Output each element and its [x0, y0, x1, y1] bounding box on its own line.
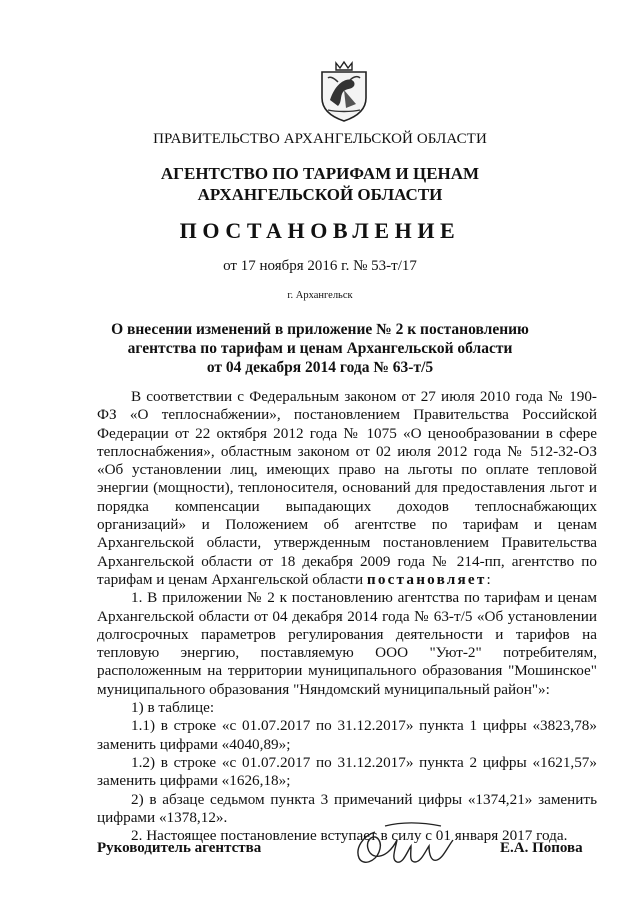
- subject-line3: от 04 декабря 2014 года № 63-т/5: [206, 359, 434, 376]
- decree-colon: :: [486, 570, 491, 588]
- preamble-paragraph: [97, 388, 597, 589]
- document-date-number: от 17 ноября 2016 г. № 53-т/17: [223, 258, 417, 274]
- agency-name: [0, 163, 640, 205]
- subject-line2: агентства по тарифам и ценам Архангельской области: [127, 340, 513, 357]
- item-1: 1. В приложении № 2 к постановлению агентства по тарифам и ценам Архангельской области от 04 декабря 2014 года № 63-т/5 «Об установлении долгосрочных параметров регулирования деятельности и тарифов на тепловую энергию, поставляемую ООО "Уют-2" потребителям, расположенным на территории муниципального образования "Мошинское" муниципального образования "Няндомский муниципальный район"»:: [97, 589, 597, 698]
- document-type-title: ПОСТАНОВЛЕНИЕ: [179, 218, 461, 243]
- signatory-name: Е.А. Попова: [500, 840, 583, 856]
- item-1-1-2: 1.2) в строке «с 01.07.2017 по 31.12.2017» пункта 2 цифры «1621,57» заменить цифрами «1626,18»;: [97, 753, 597, 790]
- coat-of-arms-icon: [316, 60, 372, 122]
- government-name: ПРАВИТЕЛЬСТВО АРХАНГЕЛЬСКОЙ ОБЛАСТИ: [153, 131, 487, 147]
- decree-word: постановляет: [366, 570, 487, 588]
- agency-name-line1: АГЕНТСТВО ПО ТАРИФАМ И ЦЕНАМ: [160, 164, 480, 183]
- item-2: 2. Настоящее постановление вступает в силу с 01 января 2017 года.: [131, 827, 568, 845]
- preamble-text: В соответствии с Федеральным законом от 27 июля 2010 года № 190-ФЗ «О теплоснабжении», постановлением Правительства Российской Федерации от 22 октября 2012 года № 1075 «О ценообразовании в сфере теплоснабжения», областным законом от 02 июля 2012 года № 512-32-ОЗ «Об установлении лиц, имеющих право на льготы по оплате тепловой энергии (мощности), теплоносителя, оснований для предоставления льгот и порядка компенсации выпадающих доходов теплоснабжающих организаций» и Положением об агентстве по тарифам и ценам Архангельской области, утвержденным постановлением Правительства Архангельской области от 18 декабря 2009 года № 214-пп, агентство по тарифам и ценам Архангельской области: [97, 388, 597, 588]
- document-city: г. Архангельск: [287, 290, 353, 301]
- item-1-1: 1) в таблице:: [131, 699, 215, 717]
- agency-name-line2: АРХАНГЕЛЬСКОЙ ОБЛАСТИ: [197, 185, 443, 204]
- item-1-2: 2) в абзаце седьмом пункта 3 примечаний цифры «1374,21» заменить цифрами «1378,12».: [97, 790, 597, 826]
- document-subject: [0, 320, 640, 377]
- signatory-position: Руководитель агентства: [97, 840, 262, 856]
- handwritten-signature: [345, 812, 460, 872]
- item-1-1-1: 1.1) в строке «с 01.07.2017 по 31.12.2017» пункта 1 цифры «3823,78» заменить цифрами «4040,89»;: [97, 717, 597, 753]
- document-body: [97, 388, 597, 845]
- subject-line1: О внесении изменений в приложение № 2 к постановлению: [111, 321, 529, 338]
